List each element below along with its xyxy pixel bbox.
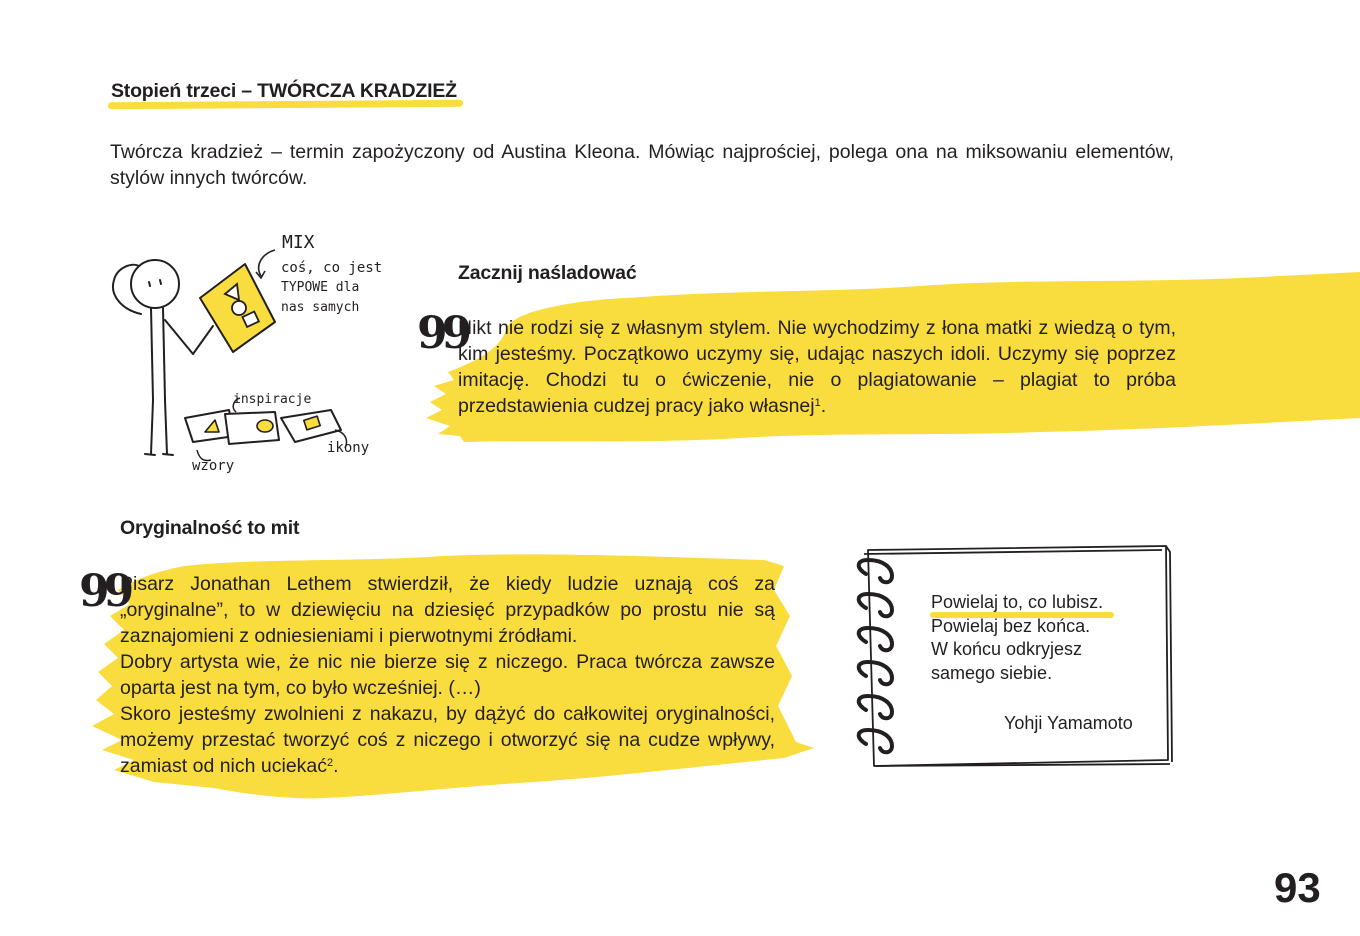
block2-heading: Oryginalność to mit (120, 517, 300, 539)
stick-figure-illustration (105, 222, 395, 484)
block1-paragraph (458, 315, 1176, 419)
notebook-line3: W końcu odkryjesz (931, 639, 1083, 659)
footnote-ref-1: 1 (814, 397, 821, 409)
block2-p3-text: Skoro jesteśmy zwolnieni z nakazu, by dążyć do całkowitej oryginalności, możemy przestać tworzyć coś z niczego i otworzyć się na cudze wpływy, zamiast od nich uciekać (120, 703, 775, 777)
block2-end: . (333, 755, 339, 777)
icons-label: ikony (327, 440, 370, 456)
notebook-line4: samego siebie. (931, 662, 1053, 683)
block2-p1: Pisarz Jonathan Lethem stwierdził, że kiedy ludzie uznają coś za „oryginalne”, to w dziewięciu na dziesięć przypadków po prostu nie są zaznajomieni z odniesieniami i pierwotnymi źródłami. (120, 573, 775, 647)
mix-note-line1: coś, co jest (281, 260, 383, 276)
block2-p3 (120, 701, 775, 779)
page-number: 93 (1274, 864, 1321, 911)
quote-mark-icon-2: 99 (79, 566, 129, 617)
sheets-icon (185, 410, 341, 444)
mix-note-line3: nas samych (281, 300, 360, 315)
notebook-line2: Powielaj bez końca. (931, 615, 1091, 636)
footnote-ref-2: 2 (327, 757, 334, 769)
block2-p2: Dobry artysta wie, że nic nie bierze się z niczego. Praca twórcza zawsze oparta jest na tym, co było wcześniej. (…) (120, 651, 775, 699)
figure-head-icon (131, 260, 179, 308)
quote-mark-icon: 99 (417, 308, 467, 359)
inspiration-label: inspiracje (233, 392, 312, 407)
notebook-line1: Powielaj to, co lubisz. (931, 592, 1104, 612)
mix-note-line2: TYPOWE dla (281, 280, 360, 295)
block1-end: . (820, 395, 827, 417)
section-title-text: Stopień trzeci – TWÓRCZA KRADZIEŻ (111, 80, 457, 102)
block1-heading: Zacznij naśladować (458, 262, 637, 284)
notebook-quote (931, 591, 1151, 685)
intro-paragraph: Twórcza kradzież – termin zapożyczony od Austina Kleona. Mówiąc najprościej, polega ona na miksowaniu elementów, stylów innych twórców. (110, 141, 1174, 189)
patterns-label: wzory (192, 458, 235, 474)
mix-card-icon (200, 264, 275, 352)
block2-paragraph (120, 571, 775, 779)
section-title (111, 80, 457, 103)
notebook-author: Yohji Yamamoto (1004, 713, 1133, 733)
block1-text: Nikt nie rodzi się z własnym stylem. Nie wychodzimy z łona matki z wiedzą o tym, kim jesteśmy. Początkowo uczymy się, udając naszych idoli. Uczymy się poprzez imitację. Chodzi tu o ćwiczenie, nie o plagiatowanie – plagiat to próba przedstawienia cudzej pracy jako własnej (458, 317, 1176, 417)
mix-label: MIX (282, 232, 315, 253)
